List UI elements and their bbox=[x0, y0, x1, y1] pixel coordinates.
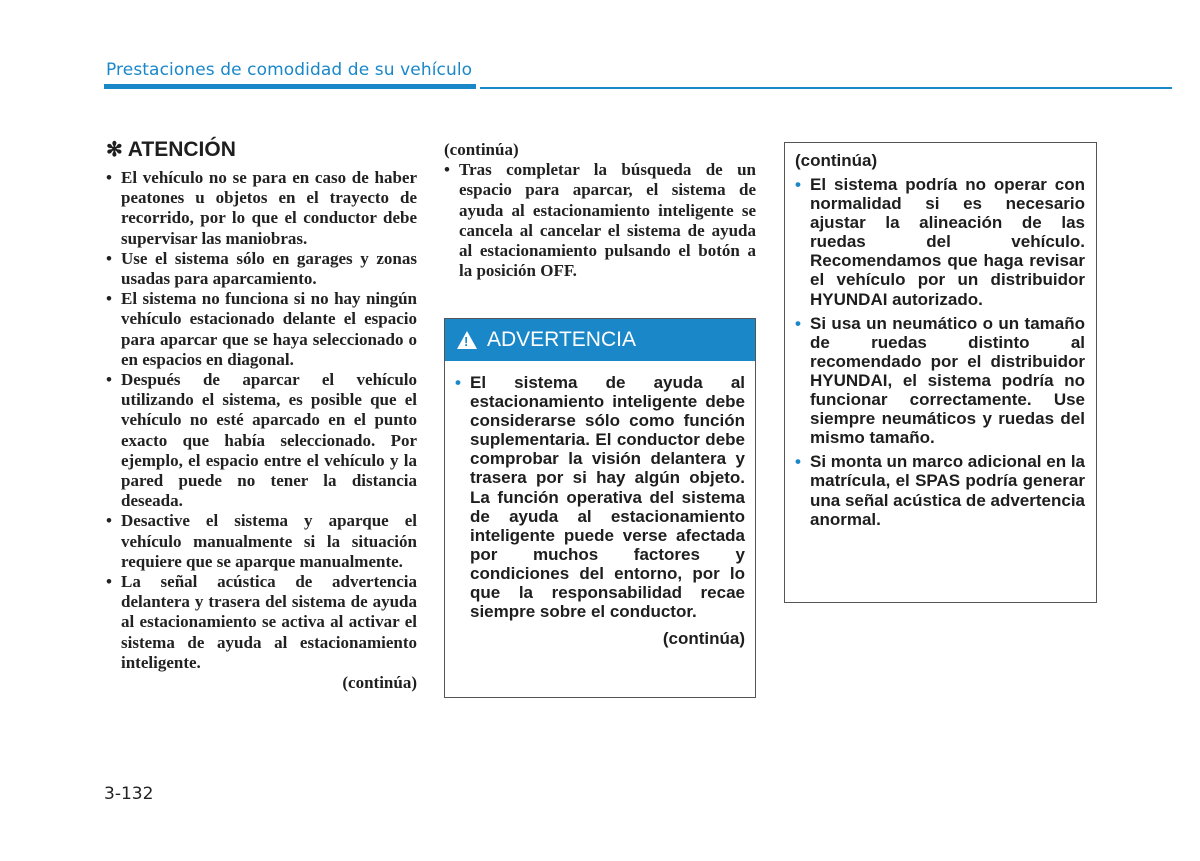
asterisk-icon: ✻ bbox=[106, 139, 123, 161]
attention-title: ATENCIÓN bbox=[127, 137, 236, 161]
continues-label: (continúa) bbox=[342, 673, 417, 693]
continued-warning-box bbox=[784, 142, 1097, 603]
list-item: • Desactive el sistema y aparque el vehículo manualmente si la situación requiere que se aparque manualmente. bbox=[106, 511, 417, 571]
continues-label: (continúa) bbox=[662, 629, 745, 649]
list-item: • El sistema no funciona si no hay ningún vehículo estacionado delante el espacio para aparcar que se haya seleccionado o en espacios en diagonal. bbox=[106, 289, 417, 369]
attention-heading bbox=[106, 137, 417, 162]
attention-list bbox=[106, 168, 417, 673]
column-2 bbox=[444, 140, 756, 281]
warning-box bbox=[444, 318, 756, 698]
continued-label: (continúa) bbox=[795, 151, 878, 170]
warning-header bbox=[445, 319, 755, 361]
header-rule-thin bbox=[480, 87, 1172, 89]
warning-title: ADVERTENCIA bbox=[487, 328, 636, 351]
header-title: Prestaciones de comodidad de su vehículo bbox=[106, 60, 473, 80]
list-item: • Use el sistema sólo en garages y zonas usadas para aparcamiento. bbox=[106, 248, 417, 289]
list-item: • El sistema podría no operar con normalidad si es necesario ajustar la alineación de las ruedas del vehículo. Recomendamos que haga revisar el vehículo por un distribuidor HYUNDAI autorizado. bbox=[795, 175, 1085, 309]
attention-section bbox=[106, 137, 417, 693]
warning-triangle-icon: ! bbox=[457, 331, 477, 349]
list-item: • La señal acústica de advertencia delantera y trasera del sistema de ayuda al estacionamiento se activa al activar el sistema de ayuda al estacionamiento inteligente. bbox=[106, 572, 417, 672]
list-item: • Después de aparcar el vehículo utilizando el sistema, es posible que el vehículo no esté aparcado en el punto exacto que había seleccionado. Por ejemplo, el espacio entre el vehículo y la pared puede no tener la distancia deseada. bbox=[106, 370, 417, 511]
continued-warning-list bbox=[795, 175, 1085, 529]
header-rule-thick bbox=[104, 84, 476, 89]
warning-list bbox=[455, 373, 745, 621]
list-item: • Si monta un marco adicional en la matrícula, el SPAS podría generar una señal acústica de advertencia anormal. bbox=[795, 452, 1085, 529]
list-item: • El sistema de ayuda al estacionamiento inteligente debe considerarse sólo como función suplementaria. El conductor debe comprobar la visión delantera y trasera por si hay algún objeto. La función operativa del sistema de ayuda al estacionamiento inteligente puede verse afectada por muchos factores y condiciones del entorno, por lo que la responsabilidad recae siempre sobre el conductor. bbox=[455, 373, 745, 622]
column-2-list bbox=[444, 160, 756, 281]
continued-label: (continúa) bbox=[444, 140, 519, 159]
page-number: 3-132 bbox=[104, 784, 154, 804]
list-item: • Tras completar la búsqueda de un espacio para aparcar, el sistema de ayuda al estacionamiento inteligente se cancela al cancelar el sistema de ayuda al estacionamiento pulsando el botón a la posición OFF. bbox=[444, 160, 756, 281]
list-item: • Si usa un neumático o un tamaño de ruedas distinto al recomendado por el distribuidor HYUNDAI, el sistema podría no funcionar correctamente. Use siempre neumáticos y ruedas del mismo tamaño. bbox=[795, 313, 1085, 448]
list-item: • El vehículo no se para en caso de haber peatones u objetos en el trayecto de recorrido, por lo que el conductor debe supervisar las maniobras. bbox=[106, 168, 417, 248]
